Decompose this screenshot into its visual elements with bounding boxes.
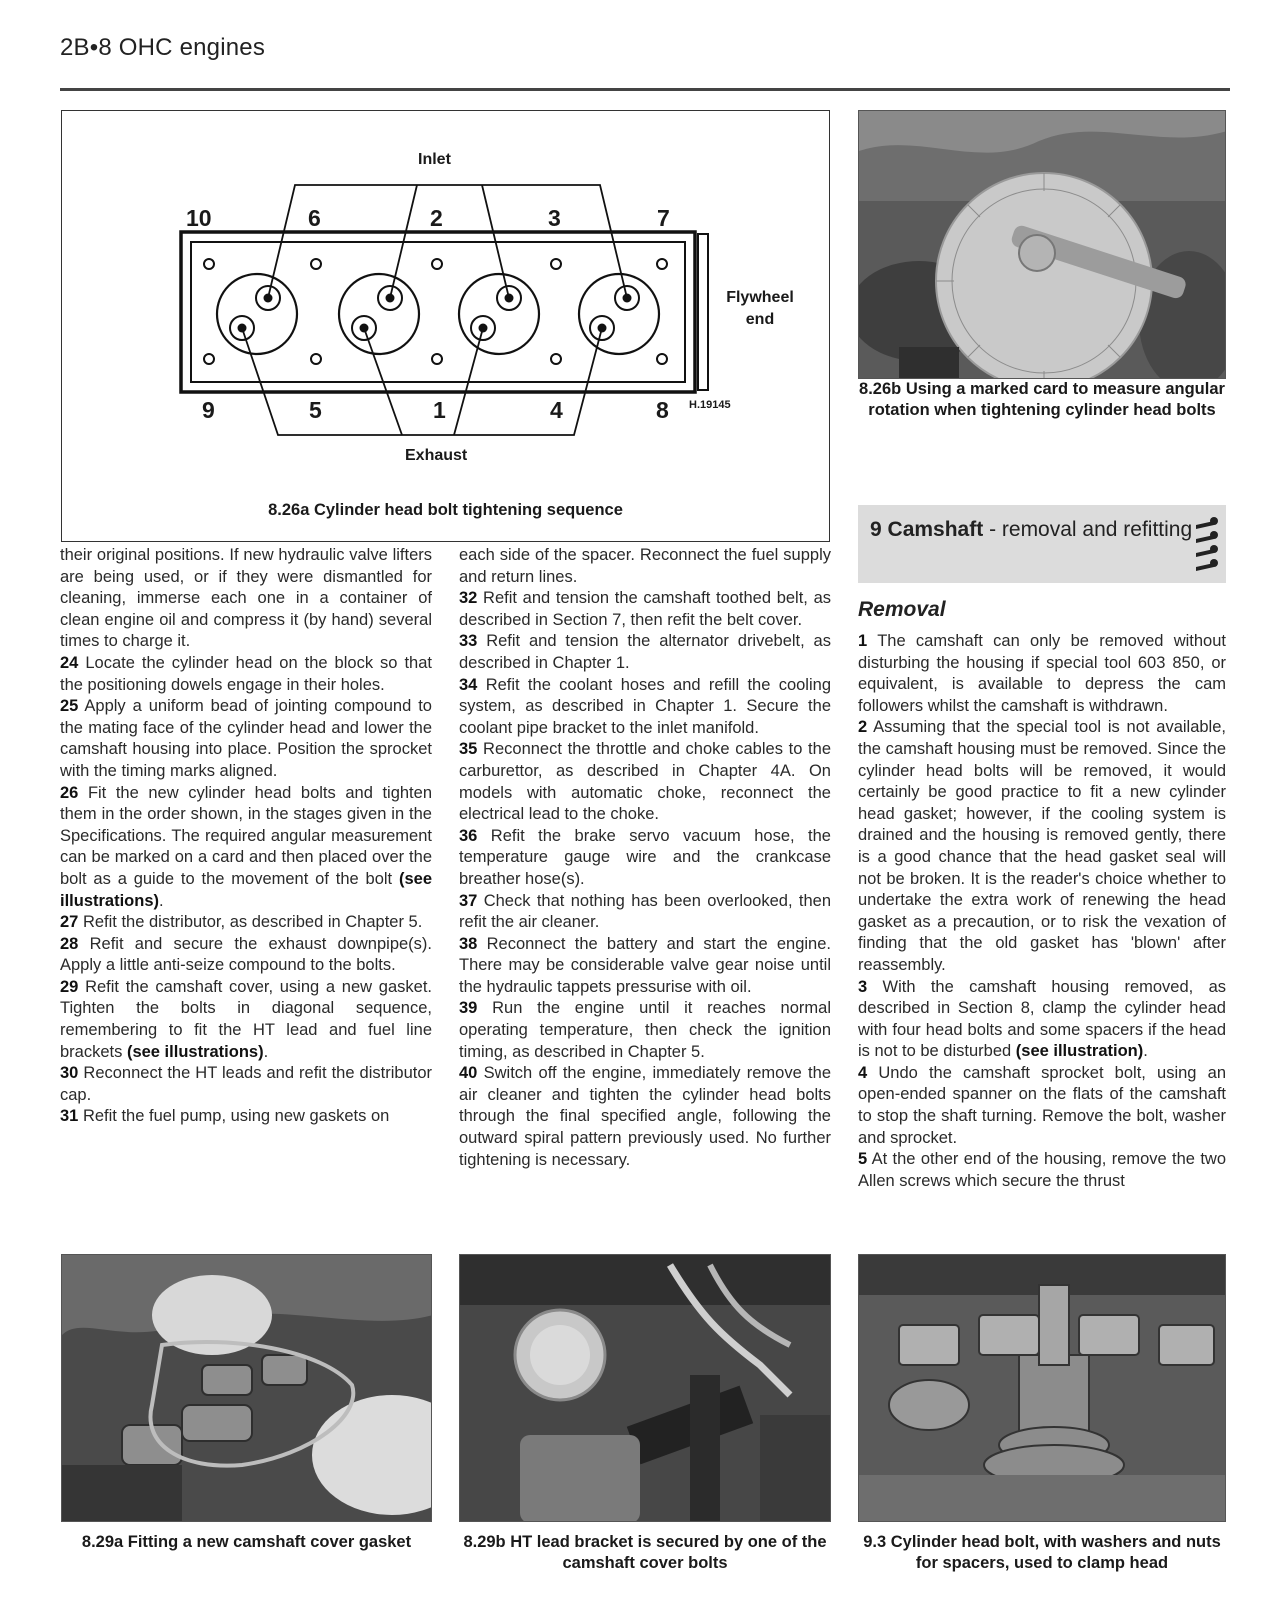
wrench-difficulty-icon — [1190, 511, 1220, 579]
caption-829b: 8.29b HT lead bracket is secured by one of the camshaft cover bolts — [463, 1533, 827, 1572]
section-heading-box — [858, 505, 1226, 583]
paragraph-38: 38 Reconnect the battery and start the engine. There may be considerable valve gear noise until the hydraulic tappets pressurise with oil. — [459, 934, 831, 996]
bolt-number-8: 8 — [656, 397, 669, 423]
bolt-number-2: 2 — [430, 205, 443, 231]
flywheel-end-label — [722, 287, 798, 331]
bolt-number-10: 10 — [186, 205, 212, 231]
paragraph-2: 2 Assuming that the special tool is not available, the camshaft housing must be removed. Since the cylinder head bolts will be removed, it would certainly be good practice to fit a new cylinder head gasket; however, if the cooling system is drained and the housing is removed gently, there is a good chance that the head gasket seal will not be broken. It is the reader's choice whether to undertake the extra work of renewing the head gasket as a precaution, or to risk the vexation of finding that the old gasket has 'blown' after reassembly. — [858, 718, 1226, 974]
paragraph-37: 37 Check that nothing has been overlooked, then refit the air cleaner. — [459, 891, 831, 932]
paragraph-32: 32 Refit and tension the camshaft toothed belt, as described in Section 7, then refit the belt cover. — [459, 589, 831, 629]
bolt-number-3: 3 — [548, 205, 561, 231]
photo-ht-lead-bracket — [459, 1254, 831, 1522]
paragraph-33: 33 Refit and tension the alternator drivebelt, as described in Chapter 1. — [459, 632, 831, 672]
bolt-number-1: 1 — [433, 397, 446, 423]
text-column-1 — [60, 545, 432, 1128]
section-title-bold: Camshaft — [887, 518, 984, 541]
photo-camshaft-gasket — [61, 1254, 432, 1522]
paragraph-5: 5 At the other end of the housing, remove the two Allen screws which secure the thrust — [858, 1150, 1226, 1190]
paragraph-25: 25 Apply a uniform bead of jointing compound to the mating face of the cylinder head and lower the camshaft housing into place. Position the sprocket with the timing marks aligned. — [60, 697, 432, 780]
section-title — [870, 517, 1192, 543]
caption-829a: 8.29a Fitting a new camshaft cover gasket — [81, 1533, 412, 1551]
paragraph-26: 26 Fit the new cylinder head bolts and tighten them in the order shown, in the stages given in the Specifications. The required angular measurement can be marked on a card and then placed over the bolt as a guide to the movement of the bolt (see illustrations). — [60, 783, 432, 910]
paragraph-intro: their original positions. If new hydraulic valve lifters are being used, or if they were dismantled for cleaning, immerse each one in a container of clean engine oil and compress it (by hand) several times to charge it. — [60, 546, 432, 651]
diagram-ref-code: H.19145 — [689, 399, 731, 411]
paragraph-intro-2: each side of the spacer. Reconnect the fuel supply and return lines. — [459, 546, 831, 586]
header-rule — [60, 88, 1230, 91]
paragraph-28: 28 Refit and secure the exhaust downpipe(s). Apply a little anti-seize compound to the bolts. — [60, 934, 432, 975]
paragraph-36: 36 Refit the brake servo vacuum hose, the temperature gauge wire and the crankcase breather hose(s). — [459, 826, 831, 888]
flywheel-label-line1: Flywheel — [726, 289, 794, 306]
diagram-caption: 8.26a Cylinder head bolt tightening sequence — [268, 501, 623, 519]
paragraph-29: 29 Refit the camshaft cover, using a new gasket. Tighten the bolts in diagonal sequence, remembering to fit the HT lead and fuel line brackets (see illustrations). — [60, 977, 432, 1061]
paragraph-39: 39 Run the engine until it reaches normal operating temperature, then check the ignition timing, as described in Chapter 5. — [459, 999, 831, 1061]
bolt-sequence-diagram — [61, 110, 830, 542]
paragraph-27: 27 Refit the distributor, as described in Chapter 5. — [60, 913, 423, 932]
page-header: 2B•8 OHC engines — [60, 34, 266, 61]
bolt-number-4: 4 — [550, 397, 563, 423]
paragraph-24: 24 Locate the cylinder head on the block so that the positioning dowels engage in their holes. — [60, 653, 432, 694]
paragraph-35: 35 Reconnect the throttle and choke cables to the carburettor, as described in Chapter 4A. On models with automatic choke, reconnect the electrical lead to the choke. — [459, 740, 831, 824]
paragraph-31: 31 Refit the fuel pump, using new gaskets on — [60, 1107, 390, 1126]
bolt-number-6: 6 — [308, 205, 321, 231]
inlet-label: Inlet — [418, 151, 451, 168]
photo-clamp-bolts — [858, 1254, 1226, 1522]
text-column-2 — [459, 545, 831, 1171]
exhaust-label: Exhaust — [405, 447, 468, 464]
head-outer-outline — [181, 232, 695, 392]
paragraph-30: 30 Reconnect the HT leads and refit the distributor cap. — [60, 1064, 433, 1104]
paragraph-3: 3 With the camshaft housing removed, as described in Section 8, clamp the cylinder head with four head bolts and some spacers if the head is not to be disturbed (see illustration). — [858, 977, 1226, 1061]
paragraph-40: 40 Switch off the engine, immediately remove the air cleaner and tighten the cylinder head bolts through the final specified angle, following the outward spiral pattern previously used. No further tightening is necessary. — [459, 1064, 831, 1169]
head-inner-outline — [191, 242, 685, 382]
caption-93: 9.3 Cylinder head bolt, with washers and nuts for spacers, used to clamp head — [863, 1533, 1221, 1572]
bolt-number-9: 9 — [202, 397, 215, 423]
subheading-removal: Removal — [858, 598, 946, 621]
text-column-3 — [858, 631, 1226, 1192]
section-number: 9 — [870, 518, 882, 541]
flywheel-label-line2: end — [745, 311, 775, 328]
caption-826b: 8.26b Using a marked card to measure angular rotation when tightening cylinder head bolts — [859, 380, 1225, 419]
section-title-rest: - removal and refitting — [983, 518, 1193, 541]
paragraph-34: 34 Refit the coolant hoses and refill the cooling system, as described in Chapter 1. Secure the coolant pipe bracket to the inlet manifold. — [459, 675, 831, 737]
photo-angle-gauge — [858, 110, 1226, 379]
paragraph-4: 4 Undo the camshaft sprocket bolt, using an open-ended spanner on the flats of the camshaft to stop the shaft turning. Remove the bolt, washer and sprocket. — [858, 1063, 1226, 1147]
bolt-number-7: 7 — [657, 205, 670, 231]
flywheel-end-bar — [698, 234, 708, 390]
bolt-number-5: 5 — [309, 397, 322, 423]
paragraph-1: 1 The camshaft can only be removed without disturbing the housing if special tool 603 850, or equivalent, is available to depress the cam followers whilst the camshaft is withdrawn. — [858, 632, 1226, 715]
cylinder-bores — [217, 274, 659, 354]
